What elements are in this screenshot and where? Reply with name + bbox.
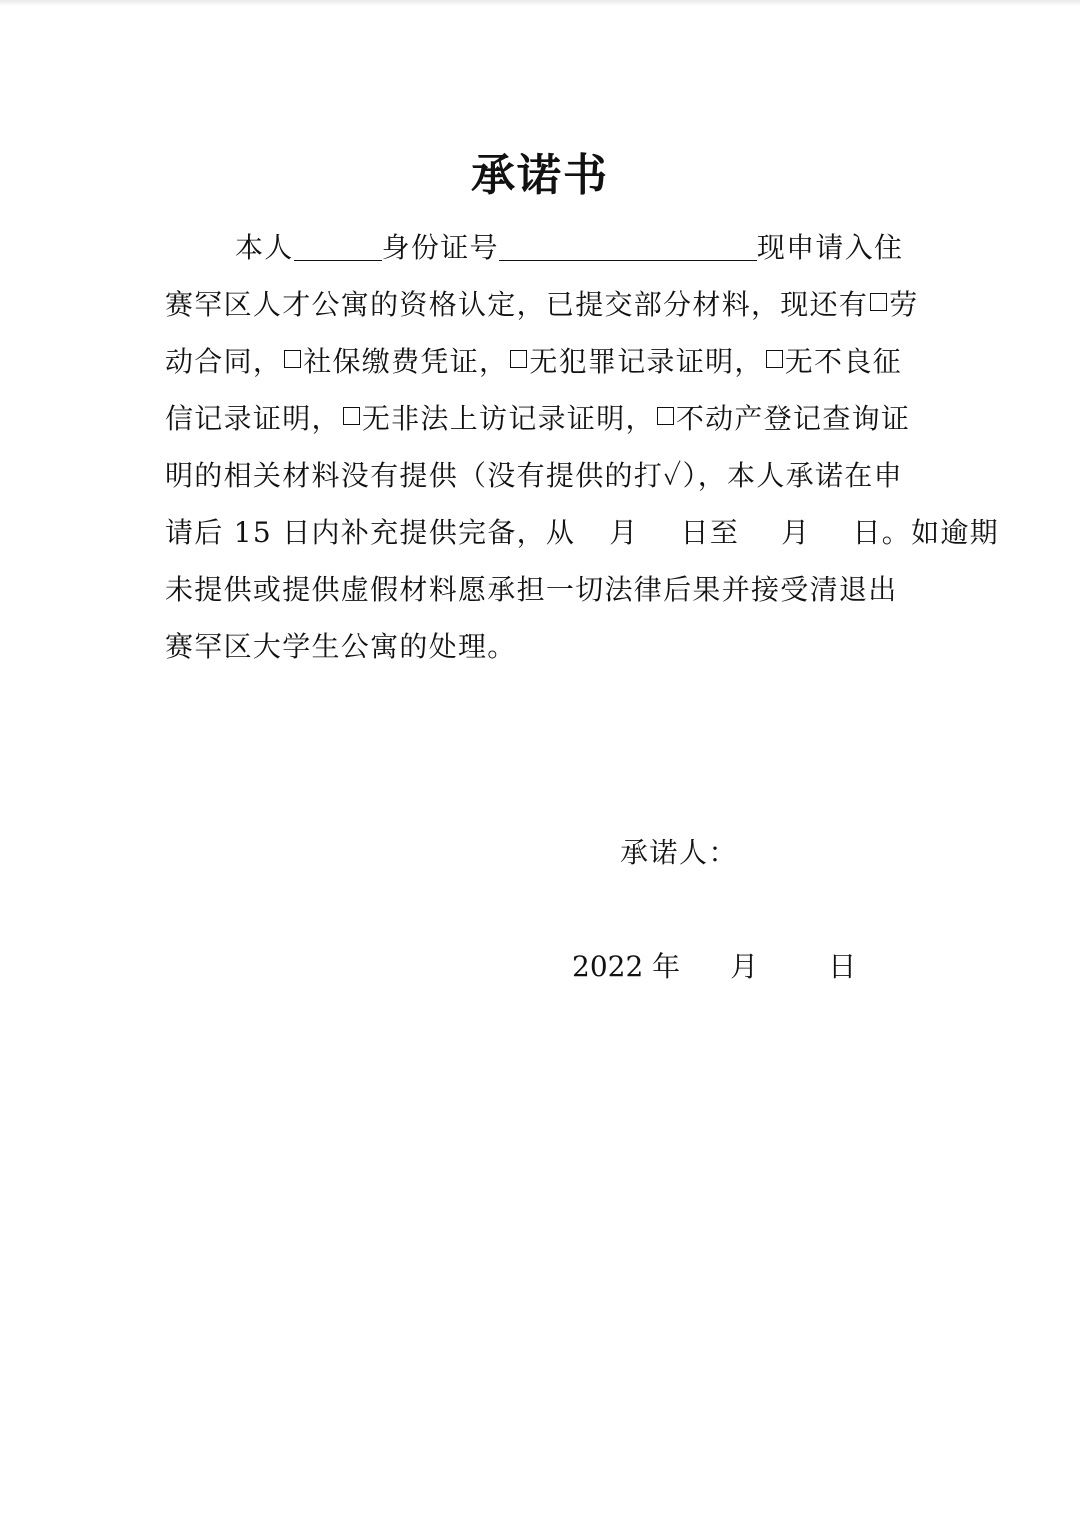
body-line-7: 未提供或提供虚假材料愿承担一切法律后果并接受清退出 (165, 573, 898, 606)
id-number-blank (499, 230, 757, 261)
document-title: 承诺书 (471, 150, 609, 201)
text-labor: 劳 (889, 288, 919, 321)
pledge-body (165, 219, 999, 675)
checkbox-real-estate-query (657, 407, 674, 425)
name-blank (294, 230, 382, 261)
text-deadline: 请后 15 日内补充提供完备，从 (165, 516, 576, 549)
text-contract: 动合同， (165, 345, 283, 378)
body-line-8: 赛罕区大学生公寓的处理。 (165, 630, 517, 663)
text-no-bad-credit: 无不良征 (784, 345, 902, 378)
date-month: 月 (730, 950, 759, 983)
text-name-label: 本人 (235, 231, 294, 264)
text-no-illegal-petition: 无非法上访记录证明， (361, 402, 655, 435)
text-social-security: 社保缴费凭证， (303, 345, 509, 378)
text-to-day: 日。如逾期 (852, 516, 999, 549)
text-credit-record: 信记录证明， (165, 402, 341, 435)
body-line-3 (165, 333, 917, 390)
checkbox-no-illegal-petition (343, 407, 360, 425)
text-id-label: 身份证号 (381, 231, 499, 264)
text-real-estate-query: 不动产登记查询证 (675, 402, 911, 435)
text-from-month: 月 (609, 516, 639, 549)
text-apply: 现申请入住 (756, 231, 904, 264)
checkbox-no-criminal-record (510, 350, 527, 368)
signer-label: 承诺人： (620, 836, 739, 869)
body-line-5: 明的相关材料没有提供（没有提供的打✓），本人承诺在申 (165, 459, 903, 492)
body-line-6 (165, 504, 999, 561)
body-line-2 (165, 276, 917, 333)
date-day: 日 (828, 950, 857, 983)
text-line2: 赛罕区人才公寓的资格认定，已提交部分材料，现还有 (165, 288, 869, 321)
body-line-4 (165, 390, 917, 447)
text-to-month: 月 (781, 516, 811, 549)
signature-date (572, 942, 856, 992)
date-year: 2022 年 (572, 950, 681, 983)
body-line-1 (235, 219, 917, 276)
checkbox-no-bad-credit (766, 350, 783, 368)
text-from-day: 日至 (680, 516, 740, 549)
text-no-criminal-record: 无犯罪记录证明， (529, 345, 764, 378)
checkbox-social-security (284, 350, 301, 368)
checkbox-labor-contract (870, 293, 887, 311)
top-edge-shadow (0, 0, 1080, 6)
